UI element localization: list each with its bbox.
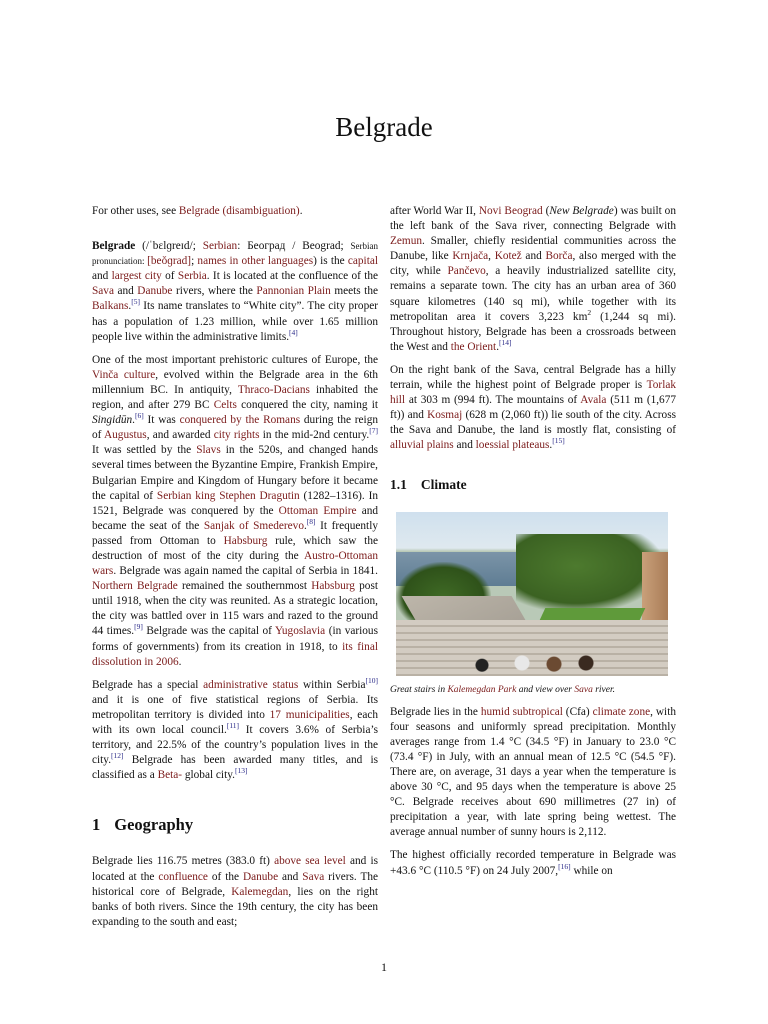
northern-belgrade-link[interactable]: Northern Belgrade: [92, 580, 178, 593]
right-column: [390, 204, 676, 887]
danube-link[interactable]: Danube: [242, 870, 279, 883]
text: remained the southernmost: [177, 580, 312, 593]
intro-paragraph: [92, 239, 378, 345]
text: meets the: [330, 285, 378, 298]
text: river.: [592, 684, 616, 695]
section-title: Climate: [420, 476, 467, 492]
yugoslavia-link[interactable]: Yugoslavia: [275, 625, 326, 638]
text: ;: [191, 255, 198, 268]
zemun-link[interactable]: Zemun: [390, 235, 422, 248]
text: , evolved within the Belgrade area in the 6th millennium BC. In antiquity,: [92, 368, 378, 396]
dragutin-link[interactable]: Serbian king Stephen Dragutin: [156, 489, 300, 502]
augustus-link[interactable]: Augustus: [104, 429, 147, 442]
kalemegdan-link[interactable]: Kalemegdan: [231, 885, 289, 898]
citation-15[interactable]: [15]: [552, 436, 565, 446]
text: Belgrade lies in the: [390, 705, 481, 718]
text: global city.: [182, 769, 235, 782]
text: within Serbia: [298, 678, 366, 691]
citation-8[interactable]: [8]: [306, 517, 316, 527]
beta-global-city-link[interactable]: Beta-: [157, 769, 183, 782]
text: and became the seat of the: [92, 504, 379, 532]
text: One of the most important prehistoric cultures of Europe, the: [92, 353, 378, 366]
text: conquered the city, naming it: [236, 399, 378, 412]
text: and: [521, 250, 546, 263]
orient-link[interactable]: the Orient: [450, 340, 497, 353]
borca-link[interactable]: Borča: [545, 250, 573, 263]
section-title: Geography: [114, 815, 194, 835]
section-number: 1: [92, 815, 101, 835]
climate-paragraph: [390, 705, 676, 841]
text: during the reign of: [92, 414, 378, 442]
text: Belgrade has a special: [92, 678, 204, 691]
page-number: 1: [381, 960, 387, 974]
sanjak-link[interactable]: Sanjak of Smederevo: [203, 519, 304, 532]
text: Belgrade lies 116.75 metres (383.0 ft): [92, 855, 275, 868]
text: Its name translates to “White city”. The city proper has a population of 1.23 million, while over 1.65 million people live within the administrative limits.: [92, 300, 378, 343]
text: On the right bank of the Sava, central Belgrade has a hilly terrain, while the highest point of Belgrade proper is: [390, 363, 676, 392]
text: .: [178, 655, 182, 668]
hatnote-text: For other uses, see: [92, 205, 179, 217]
section-number: 1.1: [390, 476, 407, 492]
article-name: Belgrade: [92, 240, 136, 253]
superscript-2: 2: [587, 307, 592, 317]
text: in the 520s, and changed hands several times between the Byzantine Empire, Frankish Empire, Bulgarian Empire and Kingdom of Hungary before it became the capital of: [92, 444, 378, 502]
text: and is located at the: [92, 855, 378, 883]
text: and it is one of five statistical regions of Serbia. Its metropolitan territory is divided into: [92, 693, 378, 721]
text: while on: [570, 864, 613, 877]
people: [466, 652, 626, 674]
text: at 303 m (994 ft). The mountains of: [405, 394, 581, 407]
text: It frequently passed from Ottoman to: [92, 519, 378, 547]
singidun-text: Singidūn: [92, 414, 133, 427]
avala-link[interactable]: Avala: [580, 394, 607, 407]
text: (in various forms of governments) from its creation in 1918, to: [92, 625, 378, 653]
pannonian-plain-link[interactable]: Pannonian Plain: [256, 285, 331, 298]
geography-continued-paragraph: [390, 204, 676, 355]
text: .: [132, 414, 135, 427]
text: after World War II,: [390, 205, 479, 217]
serbia-link[interactable]: Serbia: [177, 270, 207, 283]
text: (628 m (2,060 ft)) lie south of the city. Across the Sava and Danube, the land is mostly flat, consisting of: [390, 409, 676, 437]
citation-6[interactable]: [6]: [135, 411, 144, 421]
text: It was settled by the: [92, 444, 197, 457]
text: of the: [207, 870, 243, 883]
text: in the mid-2nd century.: [259, 429, 370, 442]
text: .: [496, 340, 500, 353]
kotez-link[interactable]: Kotež: [494, 250, 522, 263]
text: Great stairs in: [390, 684, 448, 695]
roman-conquest-link[interactable]: conquered by the Romans: [179, 414, 301, 427]
vinca-culture-link[interactable]: Vinča culture: [92, 368, 156, 381]
text: It was: [143, 414, 180, 427]
text: (1,244 sq mi). Throughout history, Belgrade has been a crossroads between the West and: [390, 310, 676, 353]
austro-ottoman-wars-link[interactable]: Austro-Ottoman wars: [92, 549, 378, 578]
text: , lies on the right banks of both rivers. Since the 19th century, the city has been expanding to the south and east;: [92, 885, 378, 928]
city-rights-link[interactable]: city rights: [213, 429, 260, 442]
citation-9[interactable]: [9]: [134, 622, 143, 632]
text: (511 m (1,677 ft)) and: [390, 394, 676, 422]
text: It covers 3.6% of Serbia’s territory, and 22.5% of the country’s population lives in the city.: [92, 724, 378, 767]
new-belgrade-text: New Belgrade: [549, 205, 614, 217]
text: The highest officially recorded temperature in Belgrade was +43.6 °C (110.5 °F) on 24 July 2007,: [390, 849, 676, 877]
text: rule, which saw the destruction of most of the city during the: [92, 534, 378, 562]
sava-link[interactable]: Sava: [92, 285, 114, 298]
text: Serbian pronunciation:: [92, 241, 378, 267]
citation-12[interactable]: [12]: [111, 751, 124, 761]
municipalities-link[interactable]: 17 municipalities: [269, 708, 350, 721]
page-title: Belgrade: [335, 112, 433, 142]
section-heading-climate: [390, 477, 676, 492]
thraco-dacians-link[interactable]: Thraco-Dacians: [237, 383, 310, 396]
text: and view over: [516, 684, 575, 695]
text: (Cfa): [562, 705, 593, 718]
climate-zone-link[interactable]: climate zone: [592, 705, 651, 718]
section-heading-geography: [92, 815, 378, 835]
text: , and awarded: [146, 429, 214, 442]
humid-subtropical-link[interactable]: humid subtropical: [480, 705, 563, 718]
largest-city-link[interactable]: largest city: [111, 270, 162, 283]
hatnote-end: .: [299, 205, 303, 217]
other-languages-link[interactable]: names in other languages: [197, 255, 314, 268]
confluence-link[interactable]: confluence: [158, 870, 208, 883]
text: ) is the: [313, 255, 348, 268]
krnjaca-link[interactable]: Krnjača: [452, 250, 489, 263]
text: and: [278, 870, 303, 883]
figure-caption: [390, 684, 676, 697]
terrain-paragraph: [390, 363, 676, 454]
text: (1282–1316). In 1521, Belgrade was conquered by the: [92, 489, 378, 517]
text: post until 1918, when the city was reunited. As a strategic location, the city was battled over in 115 wars and razed to the ground 44 times.: [92, 580, 378, 638]
habsburg-link[interactable]: Habsburg: [311, 580, 355, 593]
celts-link[interactable]: Celts: [213, 399, 237, 412]
text: ,: [488, 250, 495, 263]
above-sea-level-link[interactable]: above sea level: [274, 855, 346, 868]
novi-beograd-link[interactable]: Novi Beograd: [478, 205, 543, 217]
habsburg-link[interactable]: Habsburg: [223, 534, 268, 547]
text: : Београд / Beograd;: [237, 240, 351, 253]
citation-5[interactable]: [5]: [131, 297, 140, 307]
citation-7[interactable]: [7]: [369, 426, 378, 436]
text: (/ˈbɛlɡreɪd/;: [135, 240, 203, 253]
text: and: [92, 270, 112, 283]
ottoman-empire-link[interactable]: Ottoman Empire: [278, 504, 357, 517]
kosmaj-link[interactable]: Kosmaj: [427, 409, 463, 422]
text: , with four seasons and uniformly spread precipitation. Monthly averages range from 1.4 °C (34.5 °F) in January to 23.0 °C (73.4 °F) in July, with an annual mean of 12.5 °C (54.5 °F). There are, on average, 31 days a year when the temperature is above 30 °C, and 95 days when the temperature is above 25 °C. Belgrade receives about 690 millimetres (27 in) of precipitation a year, with late spring being wettest. The average annual number of sunny hours is 2,112.: [390, 705, 676, 839]
kalemegdan-stairs-photo[interactable]: [396, 512, 668, 676]
text: , each with its own local council.: [92, 708, 378, 736]
text: . It is located at the confluence of the: [206, 270, 378, 283]
geography-paragraph: [92, 854, 378, 929]
balkans-link[interactable]: Balkans: [92, 300, 129, 313]
citation-16[interactable]: [16]: [558, 861, 571, 871]
record-temperature-paragraph: [390, 848, 676, 878]
text: .: [128, 300, 132, 313]
text: .: [549, 439, 553, 452]
text: Belgrade was the capital of: [142, 625, 275, 638]
text: . Smaller, chiefly residential communities across the Danube, like: [390, 235, 676, 263]
text: ) was built on the left bank of the Sava river, connecting Belgrade with: [390, 205, 676, 233]
text: of: [161, 270, 178, 283]
text: and: [453, 439, 476, 452]
slavs-link[interactable]: Slavs: [196, 444, 221, 457]
pancevo-link[interactable]: Pančevo: [447, 265, 486, 278]
hatnote: [92, 204, 378, 219]
sava-link[interactable]: Sava: [302, 870, 325, 883]
citation-14[interactable]: [14]: [499, 338, 512, 348]
text: .: [303, 519, 307, 532]
text: rivers. The historical core of Belgrade,: [92, 870, 379, 898]
pronunciation-link[interactable]: [beǒɡrad]: [147, 255, 192, 268]
text: rivers, where the: [172, 285, 257, 298]
text: , also merged with the city, while: [390, 250, 677, 278]
disambiguation-link[interactable]: Belgrade (disambiguation): [178, 205, 300, 217]
text: inhabited the region, and after 279 BC: [92, 383, 378, 412]
loessial-plateaus-link[interactable]: loessial plateaus: [475, 439, 550, 452]
text: . Belgrade was again named the capital of Serbia in 1841.: [113, 565, 378, 578]
administrative-status-link[interactable]: administrative status: [203, 678, 299, 691]
kalemegdan-park-link[interactable]: Kalemegdan Park: [447, 684, 517, 695]
history-paragraph: [92, 353, 378, 670]
status-paragraph: [92, 675, 378, 784]
left-column: [92, 204, 378, 938]
alluvial-plains-link[interactable]: alluvial plains: [390, 439, 454, 452]
danube-link[interactable]: Danube: [137, 285, 173, 298]
text: , a heavily industrialized satellite city, remains a separate town. The city has an urban area of 360 square kilometres (140 sq mi), while together with its metropolitan area it covers 3,223 km: [390, 265, 676, 323]
serbian-link[interactable]: Serbian: [202, 240, 238, 253]
citation-4[interactable]: [4]: [289, 327, 298, 337]
text: (: [542, 205, 550, 217]
citation-10[interactable]: [10]: [365, 675, 378, 685]
citation-11[interactable]: [11]: [226, 721, 240, 731]
torlak-hill-link[interactable]: Torlak hill: [390, 379, 676, 407]
capital-link[interactable]: capital: [347, 255, 378, 268]
citation-13[interactable]: [13]: [234, 766, 248, 776]
text: Belgrade has been awarded many titles, and is classified as a: [92, 754, 378, 782]
dissolution-link[interactable]: its final dissolution in 2006: [92, 640, 378, 668]
sava-link[interactable]: Sava: [574, 684, 593, 695]
text: and: [113, 285, 138, 298]
